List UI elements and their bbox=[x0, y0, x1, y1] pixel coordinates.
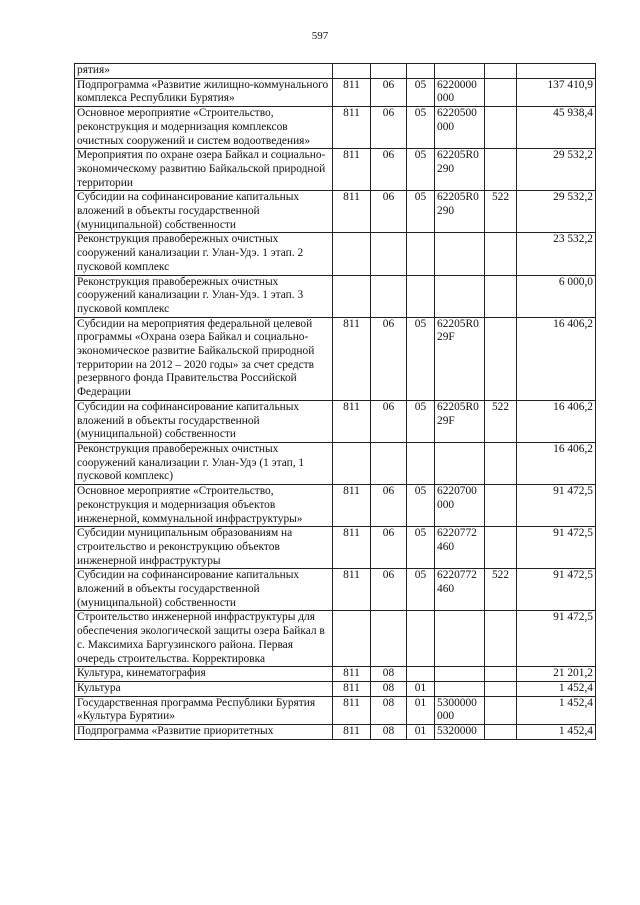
row-amount-cell: 91 472,5 bbox=[517, 569, 596, 611]
row-subsection-cell: 05 bbox=[407, 569, 435, 611]
row-gr-code-cell: 811 bbox=[333, 725, 371, 740]
table-row bbox=[75, 233, 596, 275]
row-section-cell bbox=[371, 64, 407, 79]
row-amount-cell: 29 532,2 bbox=[517, 149, 596, 191]
row-amount-cell: 21 201,2 bbox=[517, 667, 596, 682]
row-amount-cell: 1 452,4 bbox=[517, 681, 596, 696]
table-row bbox=[75, 442, 596, 484]
row-expense-type-cell bbox=[485, 485, 517, 527]
row-target-article-cell bbox=[435, 667, 485, 682]
row-name-cell: Строительство инженерной инфраструктуры для обеспечения экологической защиты озера Байкал в с. Максимиха Баргузинского района. Первая очередь строительства. Корректировка bbox=[75, 611, 333, 667]
row-subsection-cell: 01 bbox=[407, 681, 435, 696]
row-target-article-cell: 6220700000 bbox=[435, 485, 485, 527]
row-section-cell: 06 bbox=[371, 400, 407, 442]
row-expense-type-cell bbox=[485, 275, 517, 317]
table-row bbox=[75, 569, 596, 611]
row-name-cell: Субсидии на мероприятия федеральной целевой программы «Охрана озера Байкал и социально-экономическое развитие Байкальской природной территории на 2012 – 2020 годы» за счет средств резервного фонда Правительства Российской Федерации bbox=[75, 317, 333, 400]
row-expense-type-cell: 522 bbox=[485, 400, 517, 442]
table-row bbox=[75, 149, 596, 191]
row-amount-cell: 137 410,9 bbox=[517, 78, 596, 106]
row-target-article-cell: 62205R0290 bbox=[435, 149, 485, 191]
row-target-article-cell: 6220500000 bbox=[435, 107, 485, 149]
row-target-article-cell: 6220772460 bbox=[435, 527, 485, 569]
row-section-cell: 06 bbox=[371, 527, 407, 569]
row-section-cell: 06 bbox=[371, 107, 407, 149]
row-section-cell: 06 bbox=[371, 78, 407, 106]
row-amount-cell: 91 472,5 bbox=[517, 611, 596, 667]
table-row bbox=[75, 667, 596, 682]
row-name-cell: Подпрограмма «Развитие приоритетных bbox=[75, 725, 333, 740]
row-subsection-cell: 05 bbox=[407, 78, 435, 106]
row-gr-code-cell: 811 bbox=[333, 317, 371, 400]
row-name-cell: Реконструкция правобережных очистных сооружений канализации г. Улан-Удэ (1 этап, 1 пусковой комплекс) bbox=[75, 442, 333, 484]
row-subsection-cell bbox=[407, 611, 435, 667]
row-amount-cell: 16 406,2 bbox=[517, 317, 596, 400]
row-gr-code-cell bbox=[333, 442, 371, 484]
row-section-cell bbox=[371, 442, 407, 484]
row-subsection-cell: 01 bbox=[407, 696, 435, 724]
row-target-article-cell: 5300000000 bbox=[435, 696, 485, 724]
row-section-cell: 08 bbox=[371, 681, 407, 696]
row-expense-type-cell bbox=[485, 149, 517, 191]
row-amount-cell: 91 472,5 bbox=[517, 485, 596, 527]
row-expense-type-cell bbox=[485, 442, 517, 484]
row-subsection-cell: 05 bbox=[407, 149, 435, 191]
row-section-cell: 08 bbox=[371, 696, 407, 724]
row-expense-type-cell bbox=[485, 64, 517, 79]
row-section-cell: 06 bbox=[371, 191, 407, 233]
row-gr-code-cell bbox=[333, 611, 371, 667]
table-row bbox=[75, 400, 596, 442]
row-amount-cell: 16 406,2 bbox=[517, 442, 596, 484]
row-target-article-cell bbox=[435, 64, 485, 79]
row-amount-cell: 91 472,5 bbox=[517, 527, 596, 569]
row-gr-code-cell: 811 bbox=[333, 681, 371, 696]
row-name-cell: Субсидии на софинансирование капитальных вложений в объекты государственной (муниципальной) собственности bbox=[75, 569, 333, 611]
row-name-cell: Субсидии на софинансирование капитальных вложений в объекты государственной (муниципальной) собственности bbox=[75, 191, 333, 233]
row-section-cell bbox=[371, 611, 407, 667]
table-row bbox=[75, 275, 596, 317]
row-target-article-cell bbox=[435, 611, 485, 667]
row-section-cell bbox=[371, 233, 407, 275]
row-section-cell: 06 bbox=[371, 485, 407, 527]
row-gr-code-cell: 811 bbox=[333, 569, 371, 611]
row-gr-code-cell: 811 bbox=[333, 667, 371, 682]
row-expense-type-cell bbox=[485, 107, 517, 149]
row-expense-type-cell: 522 bbox=[485, 569, 517, 611]
row-subsection-cell bbox=[407, 442, 435, 484]
row-subsection-cell: 05 bbox=[407, 485, 435, 527]
row-name-cell: Культура, кинематография bbox=[75, 667, 333, 682]
row-target-article-cell: 62205R029F bbox=[435, 400, 485, 442]
page-number: 597 bbox=[311, 30, 329, 42]
row-target-article-cell bbox=[435, 275, 485, 317]
row-name-cell: Субсидии муниципальным образованиям на строительство и реконструкцию объектов инженерной инфраструктуры bbox=[75, 527, 333, 569]
row-amount-cell: 23 532,2 bbox=[517, 233, 596, 275]
table-row bbox=[75, 78, 596, 106]
row-target-article-cell: 62205R029F bbox=[435, 317, 485, 400]
table-row bbox=[75, 317, 596, 400]
row-expense-type-cell bbox=[485, 725, 517, 740]
row-subsection-cell: 01 bbox=[407, 725, 435, 740]
row-section-cell: 08 bbox=[371, 725, 407, 740]
row-amount-cell: 29 532,2 bbox=[517, 191, 596, 233]
row-amount-cell: 6 000,0 bbox=[517, 275, 596, 317]
row-target-article-cell: 62205R0290 bbox=[435, 191, 485, 233]
row-name-cell: рятия» bbox=[75, 64, 333, 79]
row-gr-code-cell: 811 bbox=[333, 400, 371, 442]
row-name-cell: Государственная программа Республики Бурятия «Культура Бурятии» bbox=[75, 696, 333, 724]
row-target-article-cell: 5320000 bbox=[435, 725, 485, 740]
table-row bbox=[75, 527, 596, 569]
row-gr-code-cell bbox=[333, 275, 371, 317]
row-subsection-cell: 05 bbox=[407, 107, 435, 149]
row-subsection-cell bbox=[407, 233, 435, 275]
row-subsection-cell: 05 bbox=[407, 527, 435, 569]
row-name-cell: Основное мероприятие «Строительство, реконструкция и модернизация объектов инженерной, коммунальной инфраструктуры» bbox=[75, 485, 333, 527]
row-expense-type-cell bbox=[485, 696, 517, 724]
table-row bbox=[75, 64, 596, 79]
row-target-article-cell bbox=[435, 681, 485, 696]
row-target-article-cell: 6220000000 bbox=[435, 78, 485, 106]
row-expense-type-cell bbox=[485, 78, 517, 106]
row-section-cell: 06 bbox=[371, 149, 407, 191]
table-row bbox=[75, 696, 596, 724]
row-name-cell: Основное мероприятие «Строительство, реконструкция и модернизация комплексов очистных сооружений и систем водоотведения» bbox=[75, 107, 333, 149]
row-gr-code-cell bbox=[333, 233, 371, 275]
row-gr-code-cell: 811 bbox=[333, 485, 371, 527]
row-expense-type-cell bbox=[485, 317, 517, 400]
row-expense-type-cell bbox=[485, 611, 517, 667]
row-expense-type-cell bbox=[485, 527, 517, 569]
row-name-cell: Реконструкция правобережных очистных сооружений канализации г. Улан-Удэ. 1 этап. 3 пусковой комплекс bbox=[75, 275, 333, 317]
row-name-cell: Подпрограмма «Развитие жилищно-коммунального комплекса Республики Бурятия» bbox=[75, 78, 333, 106]
row-subsection-cell: 05 bbox=[407, 400, 435, 442]
row-name-cell: Реконструкция правобережных очистных сооружений канализации г. Улан-Удэ. 1 этап. 2 пусковой комплекс bbox=[75, 233, 333, 275]
row-gr-code-cell: 811 bbox=[333, 696, 371, 724]
table-body bbox=[75, 64, 596, 740]
row-name-cell: Культура bbox=[75, 681, 333, 696]
row-amount-cell bbox=[517, 64, 596, 79]
row-subsection-cell: 05 bbox=[407, 317, 435, 400]
table-row bbox=[75, 725, 596, 740]
table-row bbox=[75, 107, 596, 149]
row-subsection-cell: 05 bbox=[407, 191, 435, 233]
row-target-article-cell bbox=[435, 442, 485, 484]
row-subsection-cell bbox=[407, 64, 435, 79]
row-gr-code-cell bbox=[333, 64, 371, 79]
row-target-article-cell: 6220772460 bbox=[435, 569, 485, 611]
row-gr-code-cell: 811 bbox=[333, 149, 371, 191]
row-expense-type-cell bbox=[485, 233, 517, 275]
table-row bbox=[75, 611, 596, 667]
row-gr-code-cell: 811 bbox=[333, 191, 371, 233]
row-name-cell: Мероприятия по охране озера Байкал и социально-экономическому развитию Байкальской природной территории bbox=[75, 149, 333, 191]
row-amount-cell: 16 406,2 bbox=[517, 400, 596, 442]
row-expense-type-cell bbox=[485, 681, 517, 696]
row-amount-cell: 45 938,4 bbox=[517, 107, 596, 149]
row-gr-code-cell: 811 bbox=[333, 78, 371, 106]
table-row bbox=[75, 681, 596, 696]
table-row bbox=[75, 191, 596, 233]
row-amount-cell: 1 452,4 bbox=[517, 725, 596, 740]
row-gr-code-cell: 811 bbox=[333, 527, 371, 569]
row-section-cell: 06 bbox=[371, 317, 407, 400]
row-subsection-cell bbox=[407, 667, 435, 682]
budget-table bbox=[74, 63, 596, 740]
row-amount-cell: 1 452,4 bbox=[517, 696, 596, 724]
row-name-cell: Субсидии на софинансирование капитальных вложений в объекты государственной (муниципальной) собственности bbox=[75, 400, 333, 442]
row-expense-type-cell: 522 bbox=[485, 191, 517, 233]
row-subsection-cell bbox=[407, 275, 435, 317]
row-section-cell bbox=[371, 275, 407, 317]
row-gr-code-cell: 811 bbox=[333, 107, 371, 149]
row-target-article-cell bbox=[435, 233, 485, 275]
row-section-cell: 06 bbox=[371, 569, 407, 611]
table-row bbox=[75, 485, 596, 527]
row-section-cell: 08 bbox=[371, 667, 407, 682]
row-expense-type-cell bbox=[485, 667, 517, 682]
